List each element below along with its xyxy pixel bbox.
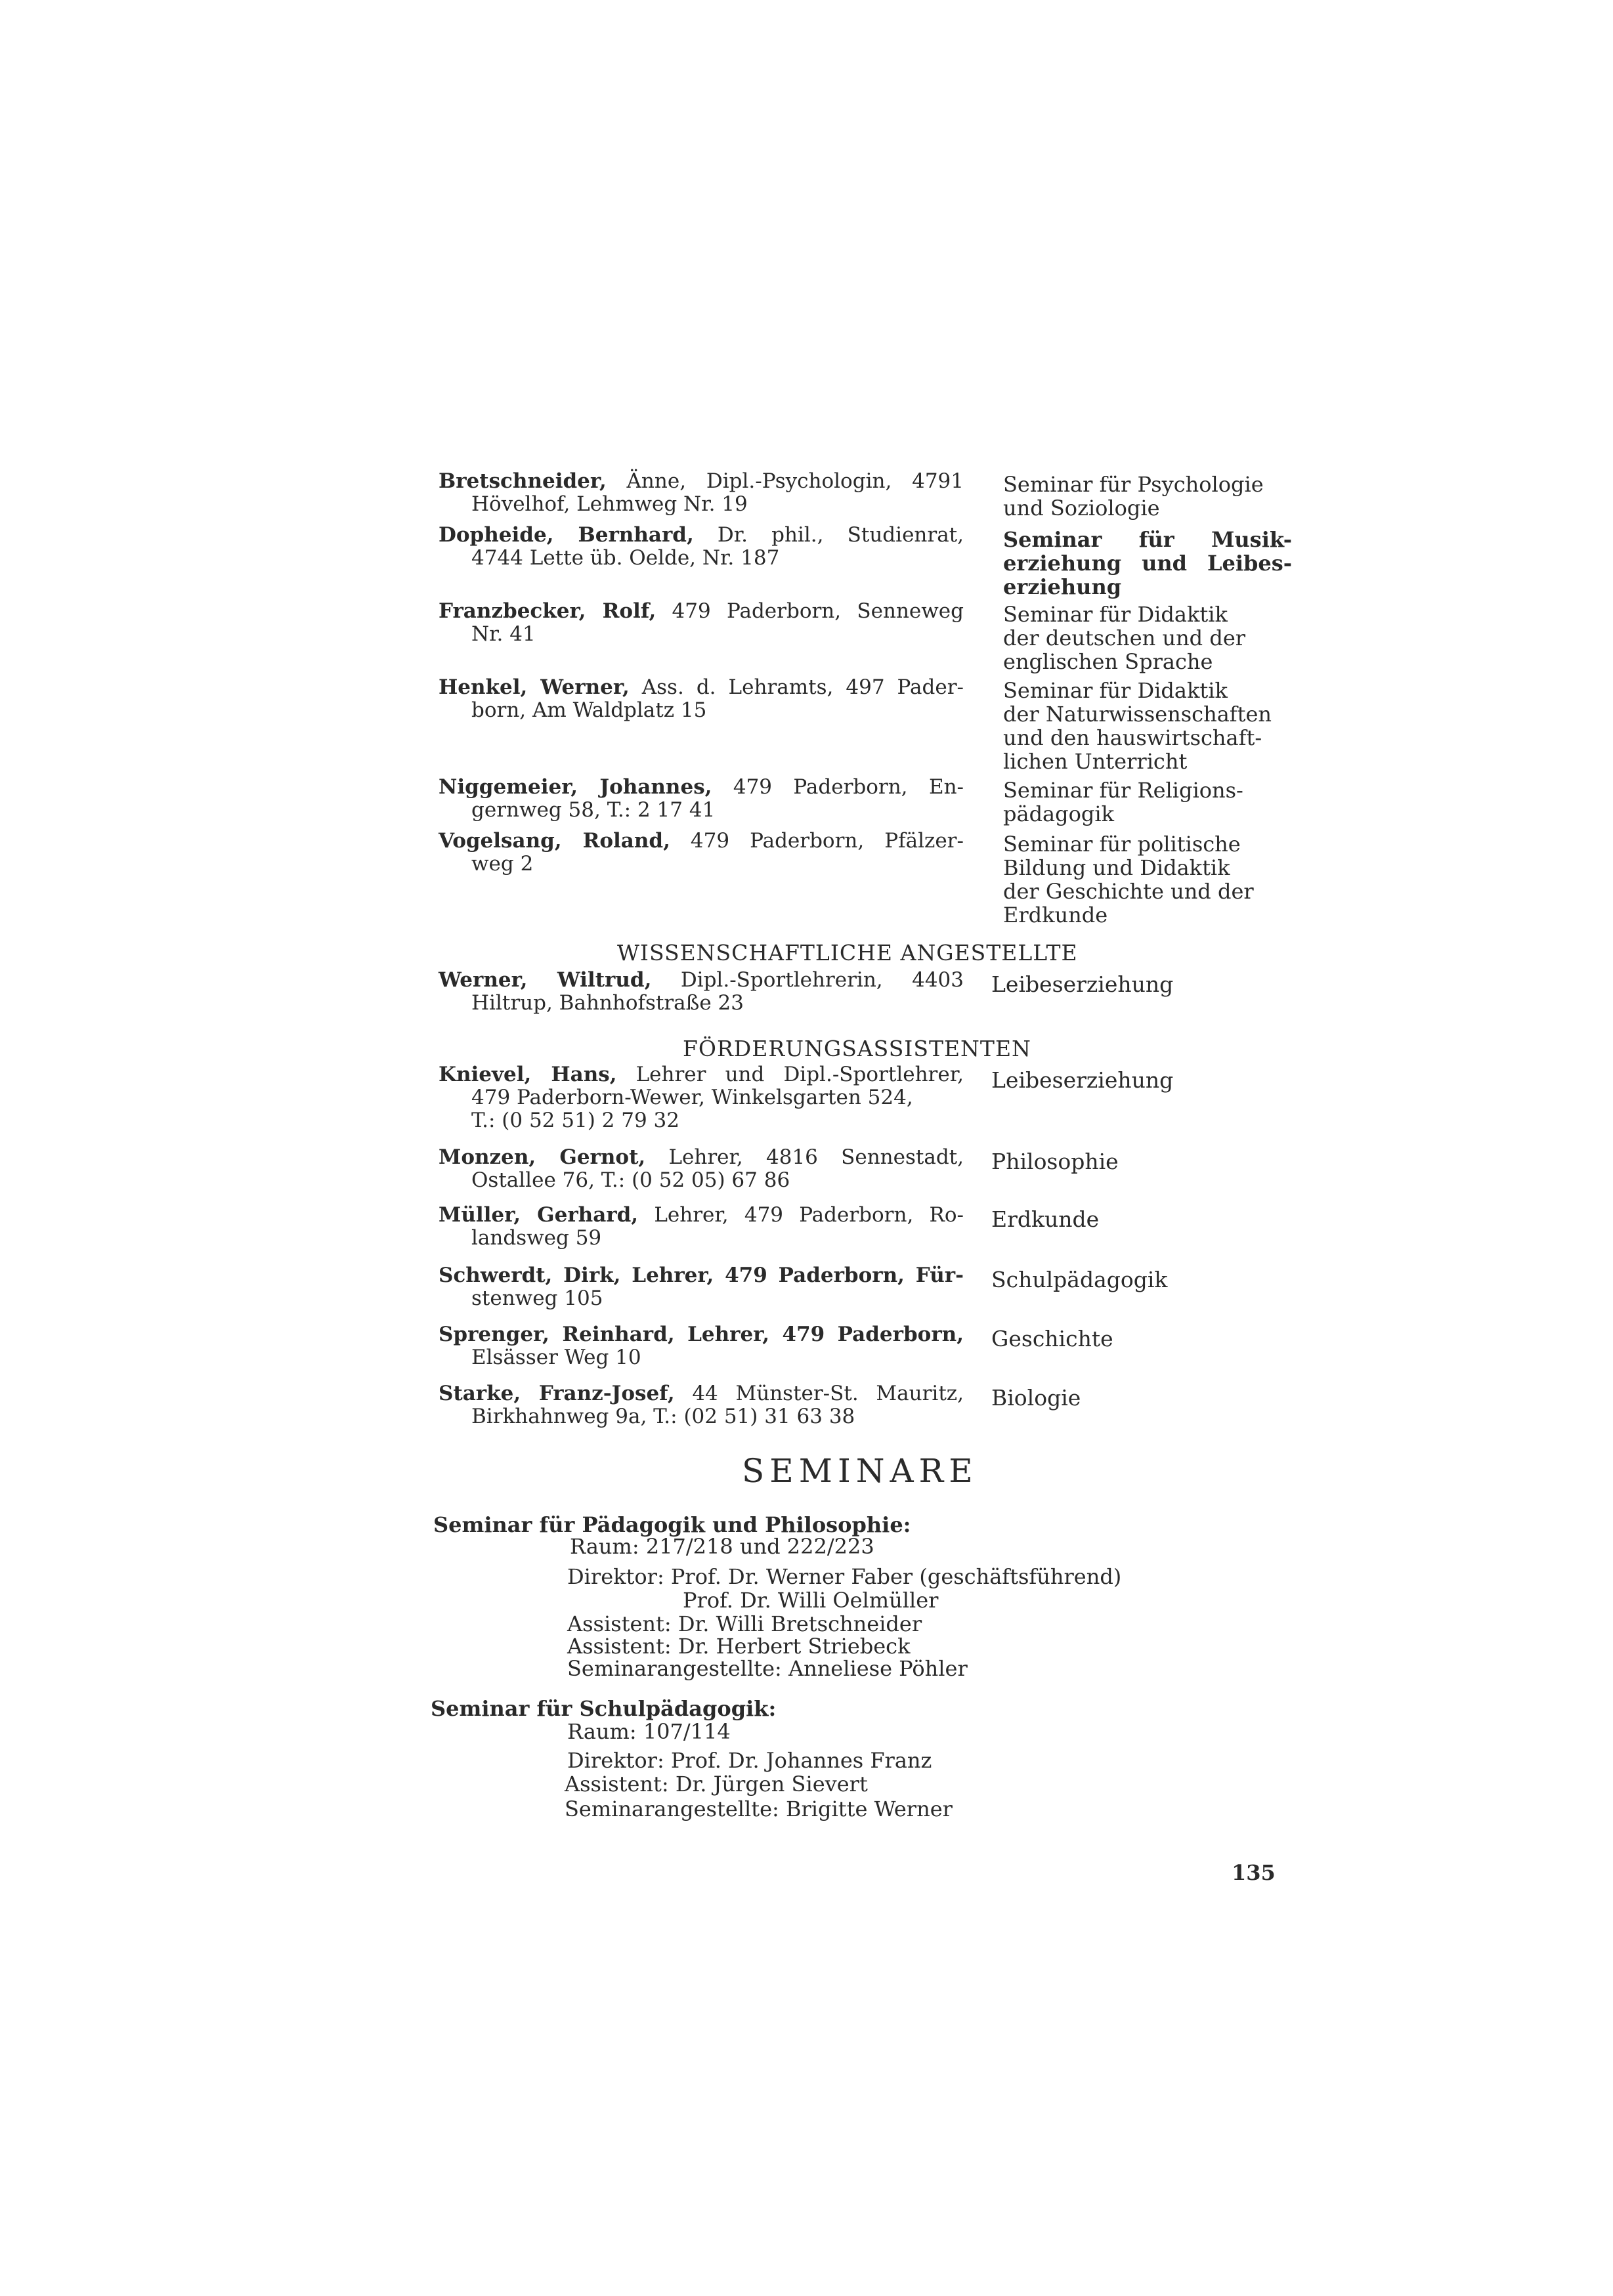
- seminare-heading: SEMINARE: [742, 1452, 978, 1490]
- staff-address: Birkhahnweg 9a, T.: (02 51) 31 63 38: [471, 1405, 855, 1428]
- staff-entry: [439, 830, 964, 876]
- staff-detail: Dipl.-Sportlehrerin, 4403: [651, 968, 964, 992]
- staff-name: Dopheide, Bernhard,: [439, 523, 694, 547]
- seminar-title: Seminar für Pädagogik und Philosophie:: [433, 1512, 911, 1537]
- staff-name: Knievel, Hans,: [439, 1063, 617, 1086]
- seminar-staff: Seminarangestellte: Anneliese Pöhler: [567, 1656, 968, 1681]
- staff-address: born, Am Waldplatz 15: [471, 698, 707, 722]
- staff-entry: [439, 470, 964, 516]
- staff-address: stenweg 105: [471, 1286, 603, 1310]
- staff-name: Müller, Gerhard,: [439, 1203, 639, 1227]
- section-heading-scientific: WISSENSCHAFTLICHE ANGESTELLTE: [617, 940, 1078, 966]
- staff-detail: 479 Paderborn, Senneweg: [656, 599, 964, 623]
- staff-address: 479 Paderborn-Wewer, Winkelsgarten 524,: [471, 1086, 913, 1109]
- staff-address: Hiltrup, Bahnhofstraße 23: [471, 991, 744, 1015]
- staff-address: gernweg 58, T.: 2 17 41: [471, 798, 716, 822]
- staff-detail: Ass. d. Lehramts, 497 Pader-: [629, 675, 964, 699]
- seminar-line: Seminar für Musik-: [1003, 527, 1292, 552]
- seminar-list-item: [1003, 473, 1292, 520]
- staff-entry: [439, 1264, 964, 1310]
- staff-detail: 44 Münster-St. Mauritz,: [674, 1382, 964, 1405]
- staff-name: Sprenger, Reinhard,: [439, 1323, 675, 1346]
- staff-detail: Lehrer und Dipl.-Sportlehrer,: [616, 1063, 964, 1086]
- staff-detail: Änne, Dipl.-Psychologin, 4791: [606, 469, 964, 493]
- staff-phone: T.: (0 52 51) 2 79 32: [471, 1109, 679, 1132]
- seminar-list-item: [1003, 679, 1292, 773]
- staff-entry: [439, 1146, 964, 1192]
- seminar-line: der Geschichte und der: [1003, 879, 1254, 904]
- seminar-staff: Seminarangestellte: Brigitte Werner: [565, 1796, 953, 1821]
- staff-name: Starke, Franz-Josef,: [439, 1382, 675, 1405]
- staff-name: Franzbecker, Rolf,: [439, 599, 656, 623]
- seminar-list-item: [1003, 832, 1292, 927]
- staff-detail: Dr. phil., Studienrat,: [693, 523, 964, 547]
- page-number: 135: [1232, 1860, 1276, 1885]
- staff-subject: Biologie: [991, 1385, 1081, 1411]
- seminar-line: und Soziologie: [1003, 496, 1160, 521]
- seminar-line: Seminar für Psychologie: [1003, 472, 1264, 497]
- seminar-line: Bildung und Didaktik: [1003, 855, 1230, 880]
- staff-address: weg 2: [471, 852, 534, 876]
- seminar-list-item: [1003, 603, 1292, 673]
- seminar-room: Raum: 217/218 und 222/223: [570, 1534, 874, 1559]
- seminar-line: pädagogik: [1003, 801, 1114, 826]
- seminar-line: erziehung: [1003, 574, 1122, 599]
- staff-subject: Leibeserziehung: [991, 1067, 1174, 1093]
- staff-name: Monzen, Gernot,: [439, 1145, 646, 1169]
- staff-name: Niggemeier, Johannes,: [439, 775, 712, 799]
- staff-entry: [439, 600, 964, 646]
- staff-subject: Geschichte: [991, 1326, 1113, 1351]
- seminar-director-2: Prof. Dr. Willi Oelmüller: [683, 1588, 939, 1613]
- seminar-line: Seminar für Religions-: [1003, 778, 1243, 803]
- staff-detail: Lehrer, 479 Paderborn, Ro-: [638, 1203, 964, 1227]
- staff-name: Henkel, Werner,: [439, 675, 630, 699]
- staff-address: Ostallee 76, T.: (0 52 05) 67 86: [471, 1168, 790, 1192]
- seminar-title: Seminar für Schulpädagogik:: [431, 1696, 777, 1721]
- staff-entry: [439, 969, 964, 1015]
- staff-detail: Lehrer, 4816 Sennestadt,: [645, 1145, 964, 1169]
- staff-entry: [439, 1323, 964, 1369]
- staff-subject: Schulpädagogik: [991, 1267, 1168, 1292]
- seminar-list-item: [1003, 528, 1292, 599]
- seminar-list-item: [1003, 778, 1292, 826]
- staff-entry: [439, 1204, 964, 1250]
- seminar-assistant: Assistent: Dr. Jürgen Sievert: [565, 1772, 868, 1796]
- seminar-line: Erdkunde: [1003, 903, 1108, 927]
- seminar-line: englischen Sprache: [1003, 649, 1213, 674]
- staff-entry: [439, 776, 964, 822]
- seminar-line: Seminar für Didaktik: [1003, 678, 1228, 703]
- seminar-line: und den hauswirtschaft-: [1003, 725, 1262, 750]
- staff-entry: [439, 524, 964, 570]
- staff-address: landsweg 59: [471, 1226, 602, 1250]
- section-heading-assistants: FÖRDERUNGSASSISTENTEN: [683, 1036, 1031, 1061]
- staff-address: 4744 Lette üb. Oelde, Nr. 187: [471, 546, 780, 570]
- seminar-line: Seminar für Didaktik: [1003, 602, 1228, 627]
- staff-address: Nr. 41: [471, 622, 536, 646]
- seminar-line: der Naturwissenschaften: [1003, 702, 1272, 727]
- staff-subject: Philosophie: [991, 1149, 1119, 1174]
- staff-name: Vogelsang, Roland,: [439, 829, 670, 853]
- staff-entry: [439, 1382, 964, 1428]
- seminar-line: der deutschen und der: [1003, 626, 1246, 650]
- staff-name: Werner, Wiltrud,: [439, 968, 652, 992]
- seminar-assistant: Assistent: Dr. Herbert Striebeck: [567, 1634, 911, 1659]
- staff-subject: Erdkunde: [991, 1206, 1100, 1232]
- staff-detail: 479 Paderborn, Pfälzer-: [670, 829, 964, 853]
- seminar-line: erziehung und Leibes-: [1003, 551, 1292, 576]
- seminar-director: Direktor: Prof. Dr. Werner Faber (geschäftsführend): [567, 1564, 1122, 1589]
- staff-detail: 479 Paderborn, En-: [712, 775, 964, 799]
- staff-entry: [439, 1063, 964, 1132]
- staff-address: Elsässer Weg 10: [471, 1346, 641, 1369]
- staff-entry: [439, 676, 964, 722]
- seminar-line: Seminar für politische: [1003, 832, 1241, 857]
- seminar-line: lichen Unterricht: [1003, 749, 1188, 774]
- staff-detail: Lehrer, 479 Paderborn, Für-: [620, 1264, 964, 1287]
- seminar-room: Raum: 107/114: [567, 1719, 731, 1744]
- staff-address: Hövelhof, Lehmweg Nr. 19: [471, 492, 748, 516]
- seminar-director: Direktor: Prof. Dr. Johannes Franz: [567, 1748, 932, 1773]
- staff-name: Schwerdt, Dirk,: [439, 1264, 621, 1287]
- seminar-assistant: Assistent: Dr. Willi Bretschneider: [567, 1611, 922, 1636]
- staff-subject: Leibeserziehung: [991, 971, 1174, 997]
- staff-name: Bretschneider,: [439, 469, 607, 493]
- staff-detail: Lehrer, 479 Paderborn,: [674, 1323, 964, 1346]
